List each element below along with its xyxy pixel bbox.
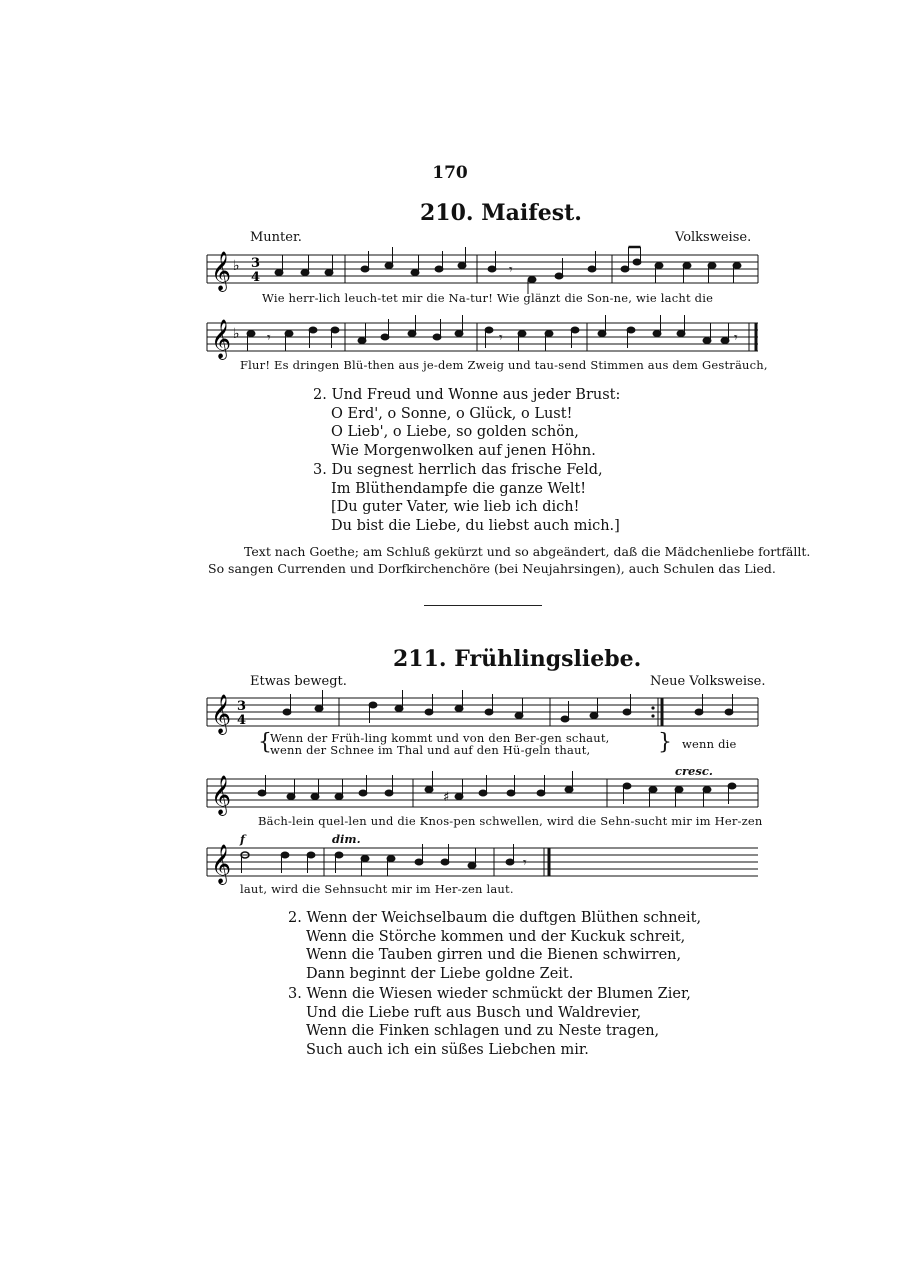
song-211-lyrics-line-1b: wenn der Schnee im Thal und auf den Hü-geln thaut, <box>270 743 591 757</box>
treble-clef-icon: 𝄞 <box>211 775 232 815</box>
dynamic-cresc: cresc. <box>675 764 713 778</box>
verse-line: Wenn die Finken schlagen und zu Neste tragen, <box>306 1023 660 1040</box>
treble-clef-icon: 𝄞 <box>211 251 232 291</box>
verse-line: Such auch ich ein süßes Liebchen mir. <box>306 1041 589 1058</box>
song-210-staff-1 <box>207 250 760 295</box>
song-211-staff-2 <box>207 774 760 819</box>
verse-line: 3. Du segnest herrlich das frische Feld, <box>313 462 603 478</box>
treble-clef-icon: 𝄞 <box>211 319 232 359</box>
verse-line: [Du guter Vater, wie lieb ich dich! <box>331 499 580 516</box>
song-210-lyrics-line-1: Wie herr-lich leuch-tet mir die Na-tur! Wie glänzt die Son-ne, wie lacht die <box>262 291 714 305</box>
verse-line: 2. Wenn der Weichselbaum die duftgen Blüthen schneit, <box>288 910 702 926</box>
verse-line: Dann beginnt der Liebe goldne Zeit. <box>306 965 574 982</box>
song-211-verse-3 <box>288 985 691 1059</box>
song-210-verse-3 <box>313 461 620 535</box>
verse-line: Und die Liebe ruft aus Busch und Waldrevier, <box>306 1004 642 1021</box>
song-211-verse-2 <box>288 909 701 983</box>
svg-text:𝄾: 𝄾 <box>499 330 503 346</box>
footnote-line: Text nach Goethe; am Schluß gekürzt und so abgeändert, daß die Mädchenliebe fortfällt. <box>244 544 811 559</box>
verse-line: Wenn die Störche kommen und der Kuckuk schreit, <box>306 928 686 945</box>
svg-text:4: 4 <box>237 713 247 728</box>
song-210-title <box>420 200 582 226</box>
song-211-lyrics-line-2: Bäch-lein quel-len und die Knos-pen schwellen, wird die Sehn-sucht mir im Her-zen <box>258 814 763 828</box>
lyrics-brace-right: } <box>658 730 672 755</box>
song-211-melody-source: Neue Volksweise. <box>650 674 766 689</box>
song-211-title <box>393 646 641 672</box>
svg-text:𝄾: 𝄾 <box>523 855 527 871</box>
footnote-line: So sangen Currenden und Dorfkirchenchöre (bei Neujahrsingen), auch Schulen das Lied. <box>208 561 776 576</box>
section-divider <box>424 605 542 606</box>
verse-line: Im Blüthendampfe die ganze Welt! <box>331 480 587 497</box>
song-210-tempo: Munter. <box>250 230 302 245</box>
svg-text:𝄾: 𝄾 <box>267 330 271 346</box>
song-211-lyrics-line-3: laut, wird die Sehnsucht mir im Her-zen laut. <box>240 882 514 896</box>
verse-line: O Lieb', o Liebe, so golden schön, <box>331 424 579 441</box>
svg-text:3: 3 <box>237 699 247 714</box>
song-211-lyrics-line-1a: Wenn der Früh-ling kommt und von den Ber-gen schaut, <box>270 731 610 745</box>
verse-line: Du bist die Liebe, du liebst auch mich.] <box>331 517 620 534</box>
dynamic-forte: f <box>240 832 245 846</box>
song-211-lyrics-line-1c: wenn die <box>682 737 737 751</box>
verse-line: 3. Wenn die Wiesen wieder schmückt der Blumen Zier, <box>288 986 691 1002</box>
lyrics-brace-left: { <box>258 730 272 755</box>
song-210-name: Maifest. <box>481 200 582 226</box>
song-211-number: 211. <box>393 646 447 672</box>
sharp-icon: ♯ <box>443 790 450 805</box>
song-210-footnote <box>208 543 810 577</box>
song-211-name: Frühlingsliebe. <box>454 646 642 672</box>
song-210-melody-source: Volksweise. <box>675 230 752 245</box>
svg-text:3: 3 <box>251 256 261 271</box>
treble-clef-icon: 𝄞 <box>211 844 232 884</box>
page-number: 170 <box>432 163 468 183</box>
verse-line: Wie Morgenwolken auf jenen Höhn. <box>331 442 596 459</box>
svg-text:𝄾: 𝄾 <box>734 330 738 346</box>
song-211-tempo: Etwas bewegt. <box>250 674 347 689</box>
flat-icon: ♭ <box>233 326 240 342</box>
verse-line: Wenn die Tauben girren und die Bienen schwirren, <box>306 947 682 964</box>
verse-line: O Erd', o Sonne, o Glück, o Lust! <box>331 405 573 422</box>
song-210-verse-2 <box>313 386 620 460</box>
flat-icon: ♭ <box>233 258 240 274</box>
song-210-staff-2 <box>207 318 760 363</box>
song-210-lyrics-line-2: Flur! Es dringen Blü-then aus je-dem Zweig und tau-send Stimmen aus dem Gesträuch, <box>240 358 768 372</box>
svg-text:4: 4 <box>251 270 261 285</box>
dynamic-dim: dim. <box>332 832 361 846</box>
verse-line: 2. Und Freud und Wonne aus jeder Brust: <box>313 387 621 403</box>
song-210-number: 210. <box>420 200 474 226</box>
treble-clef-icon: 𝄞 <box>211 694 232 734</box>
svg-text:𝄾: 𝄾 <box>509 262 513 278</box>
